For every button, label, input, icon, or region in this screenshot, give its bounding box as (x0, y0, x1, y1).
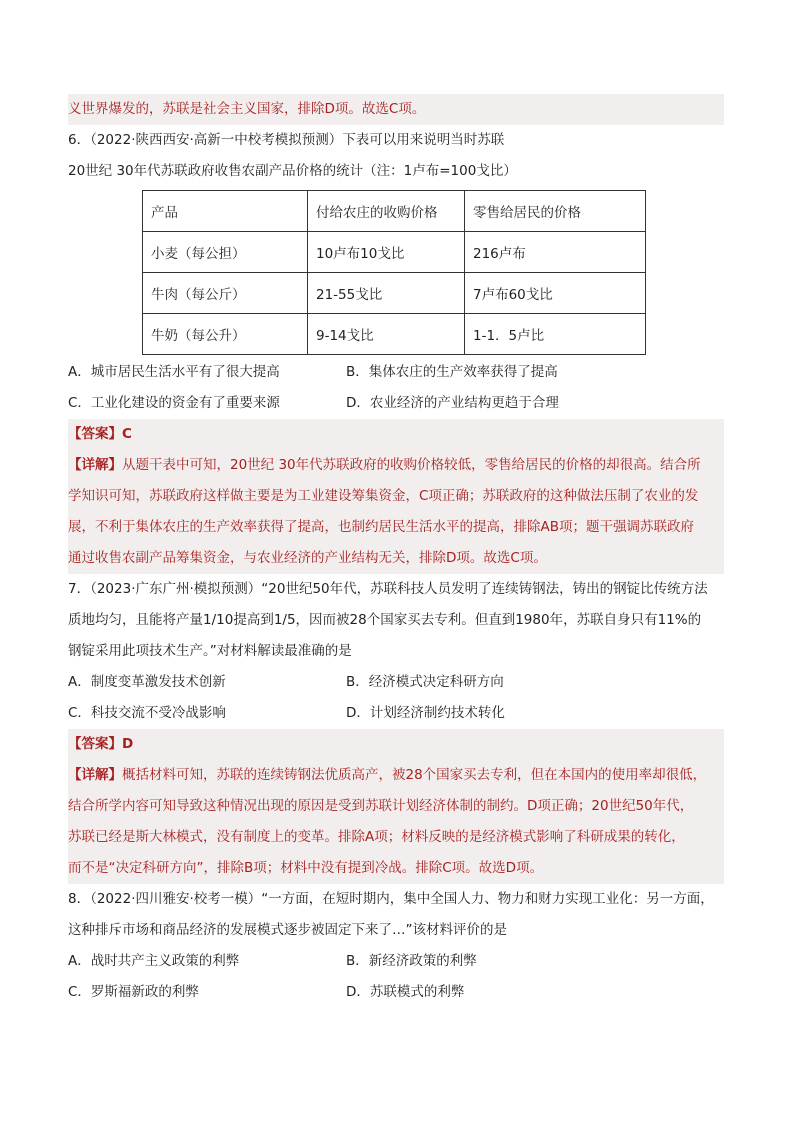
q6-option-c: C．工业化建设的资金有了重要来源 (68, 395, 280, 411)
q7-option-c: C．科技交流不受冷战影响 (68, 705, 226, 721)
explain-text: 概括材料可知，苏联的连续铸钢法优质高产，被28个国家买去专利，但在本国内的使用率却很低， (122, 767, 707, 783)
q6-explain-line-4: 通过收售农副产品筹集资金，与农业经济的产业结构无关，排除D项。故选C项。 (68, 550, 547, 566)
table-header-row (143, 191, 646, 232)
table-header-cell: 零售给居民的价格 (465, 191, 646, 232)
q7-option-d: D．计划经济制约技术转化 (346, 705, 505, 721)
q6-stem-line-2: 20世纪 30年代苏联政府收售农副产品价格的统计（注：1卢布=100戈比） (68, 163, 517, 179)
table-row (143, 232, 646, 273)
table-row (143, 314, 646, 355)
q7-answer-block (68, 729, 724, 884)
q6-answer (68, 419, 724, 450)
explain-text: 从题干表中可知，20世纪 30年代苏联政府的收购价格较低，零售给居民的价格的却很高。结合所 (122, 457, 701, 473)
document-page (68, 94, 724, 1008)
table-cell: 10卢布10戈比 (308, 232, 465, 273)
table-cell: 牛肉（每公斤） (143, 273, 308, 314)
q6-explain-line-3: 展，不利于集体农庄的生产效率获得了提高，也制约居民生活水平的提高，排除AB项；题干强调苏联政府 (68, 519, 694, 535)
question-6 (68, 125, 724, 574)
table-cell: 牛奶（每公升） (143, 314, 308, 355)
q6-option-a: A．城市居民生活水平有了很大提高 (68, 364, 280, 380)
explain-tag: 【详解】 (68, 767, 122, 783)
q7-options-row-2 (68, 698, 724, 729)
q7-options-row-1 (68, 667, 724, 698)
answer-value: C (122, 426, 132, 442)
q6-stem-line-1: 6．（2022·陕西西安·高新一中校考模拟预测）下表可以用来说明当时苏联 (68, 132, 505, 148)
table-cell: 21-55戈比 (308, 273, 465, 314)
q8-options-row-2 (68, 977, 724, 1008)
table-cell: 9-14戈比 (308, 314, 465, 355)
previous-explanation-tail: 义世界爆发的，苏联是社会主义国家，排除D项。故选C项。 (68, 94, 724, 125)
q7-option-a: A．制度变革激发技术创新 (68, 674, 226, 690)
q8-stem-line-2: 这种排斥市场和商品经济的发展模式逐步被固定下来了…”该材料评价的是 (68, 922, 507, 938)
q6-answer-block (68, 419, 724, 574)
q7-explain-line-4: 而不是“决定科研方向”，排除B项；材料中没有提到冷战。排除C项。故选D项。 (68, 860, 544, 876)
q8-option-b: B．新经济政策的利弊 (346, 953, 477, 969)
table-cell: 小麦（每公担） (143, 232, 308, 273)
q8-option-a: A．战时共产主义政策的利弊 (68, 953, 240, 969)
answer-value: D (122, 736, 134, 752)
table-row (143, 273, 646, 314)
answer-tag: 【答案】 (68, 736, 122, 752)
table-cell: 7卢布60戈比 (465, 273, 646, 314)
q6-option-d: D．农业经济的产业结构更趋于合理 (346, 395, 559, 411)
q7-answer (68, 729, 724, 760)
q7-stem-line-3: 钢锭采用此项技术生产。”对材料解读最准确的是 (68, 643, 352, 659)
price-table (142, 190, 646, 355)
q6-options-row-2 (68, 388, 724, 419)
q7-explain-line-2: 结合所学内容可知导致这种情况出现的原因是受到苏联计划经济体制的制约。D项正确；20世纪50年代， (68, 798, 694, 814)
q6-options-row-1 (68, 357, 724, 388)
q8-option-c: C．罗斯福新政的利弊 (68, 984, 199, 1000)
table-cell: 216卢布 (465, 232, 646, 273)
q8-options-row-1 (68, 946, 724, 977)
q7-stem-line-1: 7．（2023·广东广州·模拟预测）“20世纪50年代，苏联科技人员发明了连续铸钢法，铸出的钢锭比传统方法 (68, 581, 708, 597)
q7-explain-line-3: 苏联已经是斯大林模式，没有制度上的变革。排除A项；材料反映的是经济模式影响了科研成果的转化， (68, 829, 685, 845)
table-header-cell: 产品 (143, 191, 308, 232)
table-cell: 1-1．5卢比 (465, 314, 646, 355)
table-header-cell: 付给农庄的收购价格 (308, 191, 465, 232)
q7-option-b: B．经济模式决定科研方向 (346, 674, 504, 690)
q7-stem-line-2: 质地均匀，且能将产量1/10提高到1/5，因而被28个国家买去专利。但直到1980年，苏联自身只有11%的 (68, 612, 702, 628)
q8-option-d: D．苏联模式的利弊 (346, 984, 465, 1000)
question-8 (68, 884, 724, 1008)
question-7 (68, 574, 724, 884)
q6-option-b: B．集体农庄的生产效率获得了提高 (346, 364, 558, 380)
answer-tag: 【答案】 (68, 426, 122, 442)
explain-tag: 【详解】 (68, 457, 122, 473)
q8-stem-line-1: 8．（2022·四川雅安·校考一模）“一方面，在短时期内，集中全国人力、物力和财力实现工业化：另一方面， (68, 891, 714, 907)
q6-explain-line-1 (68, 450, 724, 481)
q6-explain-line-2: 学知识可知，苏联政府这样做主要是为工业建设筹集资金，C项正确；苏联政府的这种做法压制了农业的发 (68, 488, 699, 504)
q7-explain-line-1 (68, 760, 724, 791)
